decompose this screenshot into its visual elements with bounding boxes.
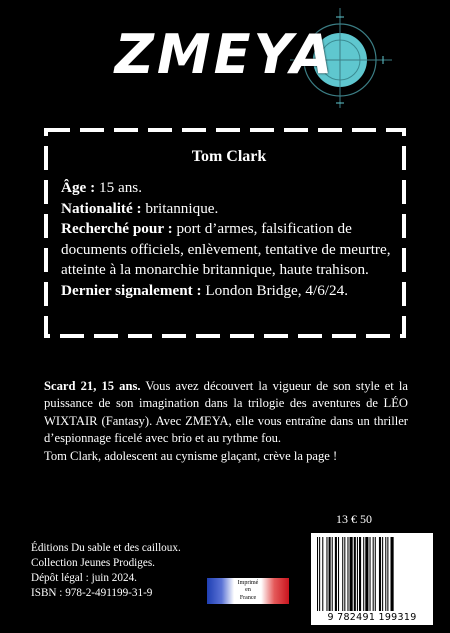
card-value: 15 ans. <box>95 179 142 196</box>
blurb-lead: Scard 21, 15 ans. <box>44 379 141 393</box>
barcode-bar <box>344 537 345 611</box>
card-title: Tom Clark <box>191 148 267 165</box>
badge-line: en <box>245 587 251 594</box>
card-label: Recherché pour : <box>61 220 173 237</box>
barcode-bar <box>338 537 339 611</box>
publisher-info <box>31 541 181 601</box>
barcode-bar <box>322 537 323 611</box>
french-flag-badge <box>207 578 289 604</box>
blurb-text: Vous avez découvert la vigueur de son style et la puissance de son imagination dans la trilogie des aventures de LÉO WIXTAIR (Fantasy). Avec ZMEYA, elle vous entraîne dans un thriller d’espionnage ficelé avec brio et au rythme fou. <box>44 379 408 446</box>
card-label: Nationalité : <box>61 199 142 217</box>
barcode-bar <box>329 537 331 611</box>
barcode-bar <box>375 537 376 611</box>
barcode-bar <box>342 537 343 611</box>
barcode-bar <box>391 537 394 611</box>
barcode-bar <box>363 537 364 611</box>
barcode-bar <box>317 537 318 611</box>
card-value: port d’armes, falsification de documents officiels, enlèvement, tentative de meurtre, atteinte à la monarchie britannique, haute trahison. <box>61 220 391 278</box>
card-label: Dernier signalement : <box>61 281 202 299</box>
publisher-line: Éditions Du sable et des cailloux. <box>31 542 181 554</box>
barcode-bar <box>332 537 333 611</box>
badge-line: Imprimé <box>237 580 259 586</box>
barcode-bar <box>357 537 358 611</box>
isbn-line: ISBN : 978-2-491199-31-9 <box>31 587 153 599</box>
barcode-bar <box>319 537 320 611</box>
logo-title: ZMEYA <box>114 23 336 86</box>
barcode-bar <box>379 537 381 611</box>
barcode <box>311 533 433 625</box>
barcode-bar <box>385 537 386 611</box>
back-cover-blurb <box>44 378 408 465</box>
barcode-bar <box>354 537 356 611</box>
logo <box>0 0 450 110</box>
barcode-bar <box>382 537 383 611</box>
barcode-bars <box>317 537 427 613</box>
barcode-bar <box>370 537 371 611</box>
wanted-card <box>44 128 406 338</box>
card-label: Âge : <box>61 179 96 196</box>
barcode-bar <box>387 537 388 611</box>
barcode-bar <box>347 537 348 611</box>
barcode-bar <box>326 537 327 611</box>
barcode-bar <box>365 537 368 611</box>
price: 13 € 50 <box>336 512 372 526</box>
barcode-number: 9 782491 199319 <box>327 612 417 623</box>
barcode-bar <box>335 537 337 611</box>
card-line-age <box>61 178 397 199</box>
barcode-bar <box>350 537 353 611</box>
blurb-paragraph <box>44 378 408 448</box>
barcode-bar <box>359 537 361 611</box>
card-line-wanted-for <box>61 219 397 281</box>
card-value: britannique. <box>141 199 219 217</box>
card-value: London Bridge, 4/6/24. <box>201 281 348 299</box>
badge-line: France <box>239 594 257 601</box>
card-line-nationality <box>61 199 397 220</box>
blurb-last-line: Tom Clark, adolescent au cynisme glaçant, crève la page ! <box>44 448 338 463</box>
publisher-line: Dépôt légal : juin 2024. <box>31 572 137 584</box>
barcode-bar <box>373 537 374 611</box>
publisher-line: Collection Jeunes Prodiges. <box>31 557 155 569</box>
card-line-last-seen <box>61 281 397 302</box>
